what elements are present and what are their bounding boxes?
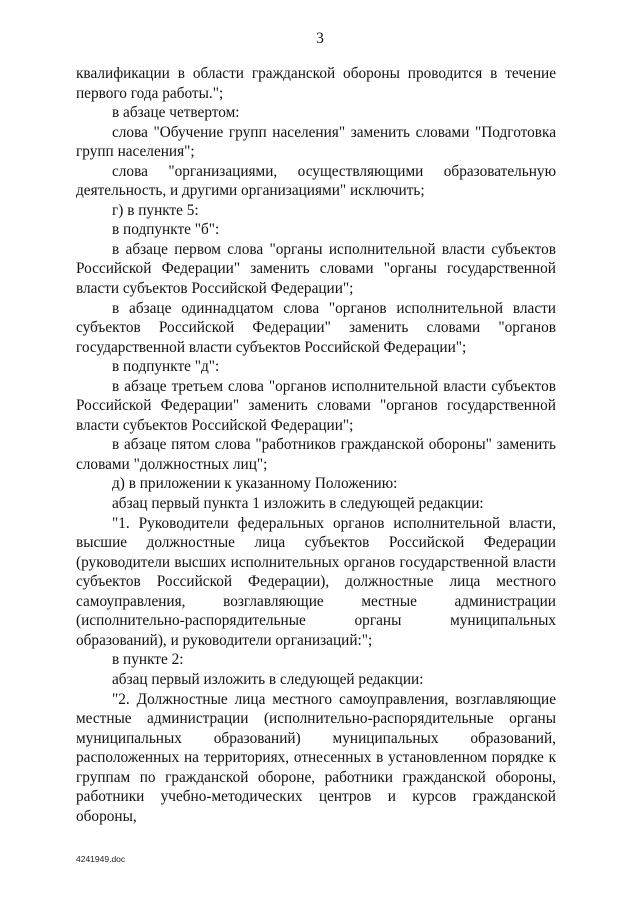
- paragraph: д) в приложении к указанному Положению:: [112, 475, 398, 493]
- paragraph: слова "Обучение групп населения" заменить словами "Подготовка групп населения";: [76, 123, 556, 161]
- paragraph: г) в пункте 5:: [112, 201, 199, 219]
- paragraph: в пункте 2:: [112, 651, 184, 669]
- page-number: 3: [316, 30, 324, 47]
- paragraph: в абзаце пятом слова "работников гражданской обороны" заменить словами "должностных лиц";: [76, 436, 556, 473]
- paragraph: в абзаце четвертом:: [112, 104, 240, 122]
- paragraph: слова "организациями, осуществляющими образовательную деятельность, и другими организациями" исключить;: [76, 162, 556, 200]
- paragraph: "2. Должностные лица местного самоуправления, возглавляющие местные администрации (исполнительно-распорядительные органы муниципальных образований) муниципальных образований, расположенных на территориях, отнесенных в установленном порядке к группам по гражданской обороне, работники гражданской обороны, работники учебно-методических центров и курсов гражданской обороны,: [76, 690, 556, 825]
- paragraph: абзац первый изложить в следующей редакции:: [112, 670, 424, 688]
- paragraph: в подпункте "б":: [112, 221, 220, 239]
- paragraph: "1. Руководители федеральных органов исполнительной власти, высшие должностные лица субъектов Российской Федерации (руководители высших исполнительных органов государственной власти субъектов Российской Федерации), должностные лица местного самоуправления, возглавляющие местные администрации (исполнительно-распорядительные органы муниципальных образований), и руководители организаций:";: [76, 514, 556, 649]
- paragraph: в абзаце первом слова "органы исполнительной власти субъектов Российской Федерации" заменить словами "органы государственной власти субъектов Российской Федерации";: [76, 240, 556, 298]
- paragraph: абзац первый пункта 1 изложить в следующей редакции:: [112, 495, 484, 513]
- paragraph: в абзаце одиннадцатом слова "органов исполнительной власти субъектов Российской Федерации" заменить словами "органов государственной власти субъектов Российской Федерации";: [76, 299, 556, 356]
- paragraph: в подпункте "д":: [112, 358, 220, 376]
- paragraph: квалификации в области гражданской обороны проводится в течение первого года работы.";: [76, 65, 556, 102]
- document-body: [76, 64, 556, 826]
- paragraph: в абзаце третьем слова "органов исполнительной власти субъектов Российской Федерации" заменить словами "органов государственной власти субъектов Российской Федерации";: [76, 377, 556, 434]
- document-code: 4241949.doc: [76, 854, 126, 864]
